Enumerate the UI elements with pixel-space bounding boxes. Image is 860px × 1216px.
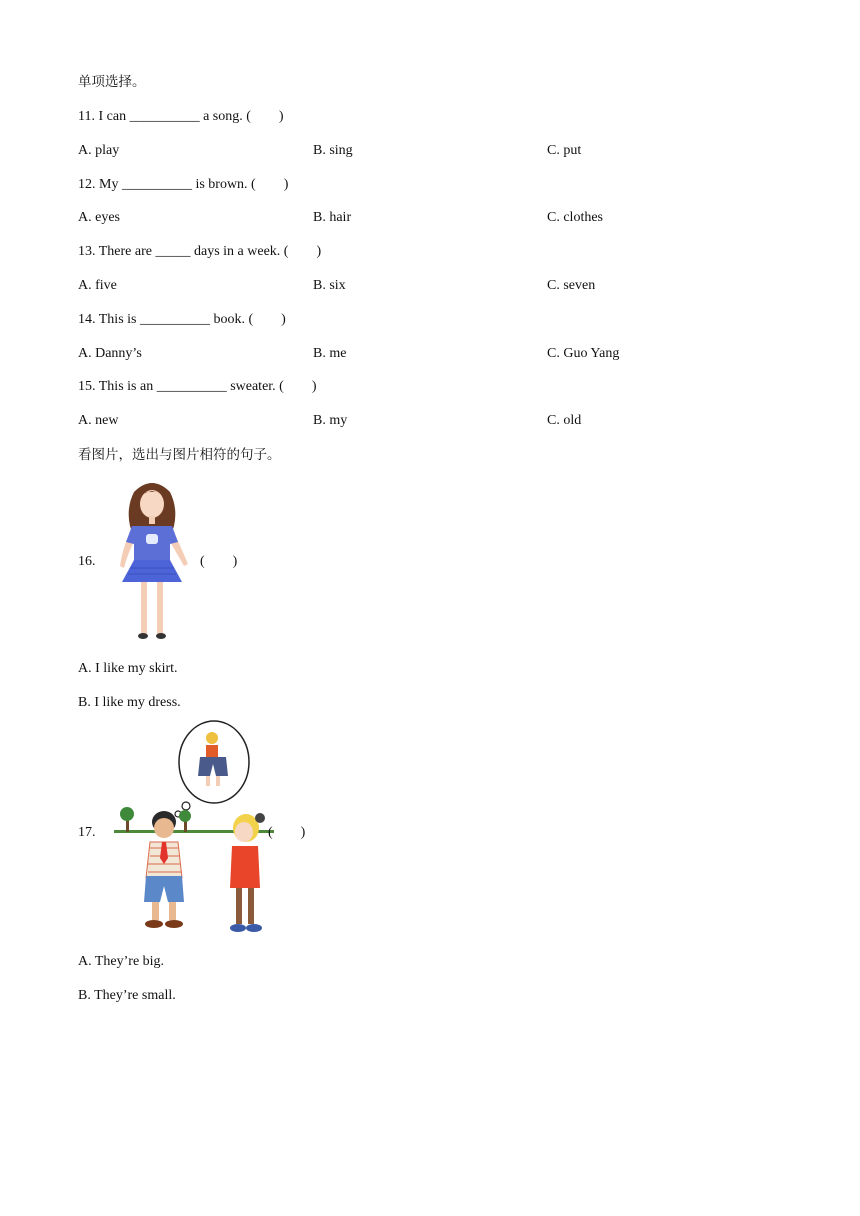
question-12: 12. My __________ is brown. ( ) <box>78 177 289 192</box>
q12-option-a: A. eyes <box>78 210 120 225</box>
q17-option-b: B. They’re small. <box>78 988 176 1003</box>
q12-option-c: C. clothes <box>547 210 603 225</box>
question-13: 13. There are _____ days in a week. ( ) <box>78 244 322 259</box>
question-17-number: 17. <box>78 825 96 840</box>
question-14: 14. This is __________ book. ( ) <box>78 312 286 327</box>
question-11: 11. I can __________ a song. ( ) <box>78 109 284 124</box>
q16-option-b: B. I like my dress. <box>78 695 181 710</box>
q13-option-b: B. six <box>313 278 346 293</box>
q12-option-b: B. hair <box>313 210 352 225</box>
q14-option-a: A. Danny’s <box>78 346 142 361</box>
question-15: 15. This is an __________ sweater. ( ) <box>78 379 317 394</box>
section-1-title: 单项选择。 <box>78 74 146 90</box>
question-17-bracket: ( ) <box>268 825 306 840</box>
q16-option-a: A. I like my skirt. <box>78 661 178 676</box>
q17-option-a: A. They’re big. <box>78 954 165 969</box>
girl-in-skirt-picture <box>112 478 194 644</box>
q14-option-b: B. me <box>313 346 347 361</box>
q11-option-c: C. put <box>547 143 582 158</box>
question-16-number: 16. <box>78 554 96 569</box>
q13-option-c: C. seven <box>547 278 596 293</box>
q11-option-b: B. sing <box>313 143 353 158</box>
q15-option-a: A. new <box>78 413 119 428</box>
q11-option-a: A. play <box>78 143 120 158</box>
q15-option-b: B. my <box>313 413 348 428</box>
q14-option-c: C. Guo Yang <box>547 346 620 361</box>
question-16-bracket: ( ) <box>200 554 238 569</box>
section-2-title: 看图片，选出与图片相符的句子。 <box>78 447 281 463</box>
q13-option-a: A. five <box>78 278 117 293</box>
q15-option-c: C. old <box>547 413 582 428</box>
boy-girl-shorts-picture <box>114 718 274 940</box>
